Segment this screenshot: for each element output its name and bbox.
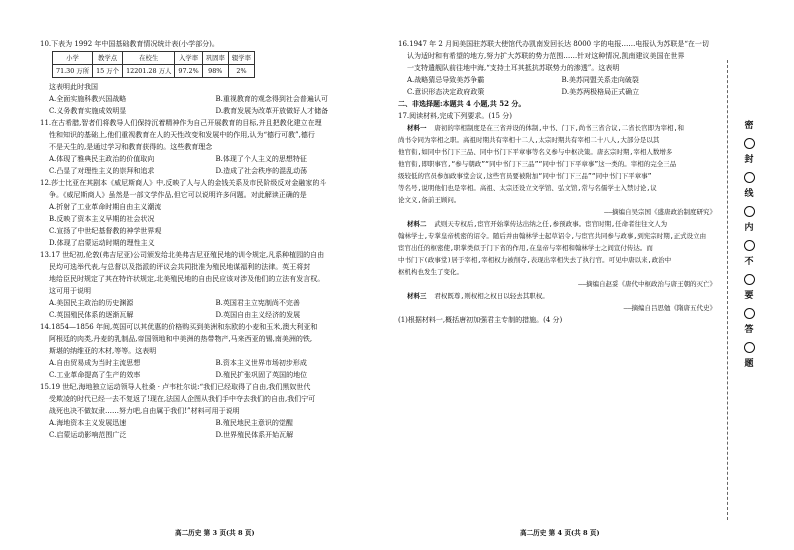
material-label: 材料一 <box>407 124 427 132</box>
binding-dashed-line <box>727 60 728 520</box>
option-a[interactable]: A.体现了雅典民主政治的价值取向 <box>49 155 155 163</box>
material-text: 级较低的官员参加政事堂会议,这些官员要被附加“同中书门下三品”“同中书门下平章事” <box>398 172 652 180</box>
material-text: 他官衔,即职事官,“参与朝政”“同中书门下三品”“同中书门下平章事”这一类的。宰相的完全三品 <box>398 160 677 168</box>
table-cell: 97.2% <box>175 65 202 78</box>
seal-char: 要 <box>744 291 754 301</box>
question-16-options-row <box>398 74 716 86</box>
question-13-line: 13.17 世纪初,伦敦(弗吉尼亚)公司颁发给北美弗吉尼亚殖民地的训令规定,凡系种植园的自由 <box>40 251 325 259</box>
question-16-line: 一支特遣舰队前往地中海,“支持土耳其抵抗苏联势力的渗透”。这表明 <box>407 64 620 72</box>
seal-circle-icon <box>744 206 755 217</box>
seal-line-strip <box>738 120 760 420</box>
option-d[interactable]: D.殖民扩张巩固了英国的地位 <box>215 371 308 379</box>
material-text: 论文义,备前王顾问。 <box>398 196 461 204</box>
question-16-line: 认为适时和有希望的地方,努力扩大苏联的势力范围……针对这种情况,凯南建议美国在世界 <box>407 52 685 60</box>
question-15-line: 受欺凌的时代已经一去不复返了!现在,法国人企图从我们手中夺去我们的自由,我们宁可 <box>49 395 316 403</box>
question-13-line: 民均可选举代表,与总督以及指派的评议会共同批准为殖民地谋福利的法律。英王将封 <box>49 263 311 271</box>
option-b[interactable]: B.英国君主立宪制尚不完善 <box>215 299 300 307</box>
table-cell: 15 万个 <box>93 65 123 78</box>
question-12-line: 12.莎士比亚在其剧本《威尼斯商人》中,反映了人与人的金钱关系及市民阶级反对金融家的斗 <box>40 179 327 187</box>
table-header-cell: 巩固率 <box>202 52 228 65</box>
material-text: 武则天专权后,宦官开始掌传达出纳之任,参预政事。宦官时期,任命者往往文人为 <box>434 220 668 228</box>
option-d[interactable]: D.体现了启蒙运动时期的理性主义 <box>49 239 155 247</box>
table-header-row <box>53 52 255 65</box>
option-a[interactable]: A.战略猜忌导致美苏争霸 <box>407 76 485 84</box>
question-13-line: 这可用于说明 <box>49 287 91 295</box>
option-c[interactable]: C.意识形态决定政府政策 <box>407 88 485 96</box>
question-16-line: 16.1947 年 2 月间美国驻苏联大使馆代办凯南发回长达 8000 字的电报……电报认为苏联是“在一切 <box>398 40 709 48</box>
option-c[interactable]: C.凸显了对理性主义的崇拜和追求 <box>49 167 155 175</box>
question-16-options-row <box>398 86 716 98</box>
question-17-part-1: (1)根据材料一,概括唐初加强君主专制的措施。(4 分) <box>398 316 563 324</box>
question-13-line: 地给臣民时规定了其在特许状规定,北美殖民地的自由民应该对涉及他们的立法有发言权。 <box>49 275 325 283</box>
section-heading: 二、非选择题:本题共 4 小题,共 52 分。 <box>398 99 526 108</box>
question-10-options-row <box>40 93 382 105</box>
material-source: ——摘编自赵妥《唐代中枢政治与唐王朝的灭亡》 <box>578 280 716 288</box>
option-d[interactable]: D.造成了社会秩序的混乱动荡 <box>215 167 308 175</box>
question-13-options-row <box>40 309 382 321</box>
seal-char: 答 <box>744 325 754 335</box>
seal-char: 题 <box>744 359 754 369</box>
seal-circle-icon <box>744 138 755 149</box>
seal-char: 线 <box>744 189 754 199</box>
option-b[interactable]: B.殖民地民主意识的觉醒 <box>215 419 293 427</box>
material-label: 材料三 <box>407 292 427 300</box>
material-label: 材料二 <box>407 220 427 228</box>
option-a[interactable]: A.全面实施科教兴国战略 <box>49 95 127 103</box>
seal-char: 内 <box>744 223 754 233</box>
left-page-column <box>40 38 382 441</box>
question-13-options-row <box>40 297 382 309</box>
question-10-conclusion: 这表明此时我国 <box>49 83 98 91</box>
option-a[interactable]: A.折射了工业革命时期自由主义潮流 <box>49 203 162 211</box>
material-one <box>398 122 716 218</box>
table-header-cell: 辍学率 <box>228 52 254 65</box>
question-14-line: 14.1854—1856 年间,英国可以其优惠的价格购买到美洲和东欧的小麦和玉米,澳大利亚和 <box>40 323 318 331</box>
question-15-line: 战死也决不做奴隶……努力吧,自由属于我们!”材料可用于说明 <box>49 407 240 415</box>
option-d[interactable]: D.美苏两极格局正式确立 <box>561 88 640 96</box>
material-three <box>398 290 716 314</box>
question-10-stem: 10.下表为 1992 年中国基础教育情况统计表(小学部分)。 <box>40 40 219 48</box>
question-11-line: 性和知识的基础上,他们重视教育在人的天性改变和发展中的作用,认为“德行可教”,德行 <box>49 131 315 139</box>
material-text: 他官衔,如同中书门下三品、同中书门下平章事等名义参与中枢决策。唐玄宗时期,宰相人数增多 <box>398 148 673 156</box>
question-14-line: 斯堪的纳维亚的木材,等等。这表明 <box>49 347 157 355</box>
material-text: 尚书令同为宰相之职。高祖时期共有宰相十二人,太宗时期共有宰相二十八人,大部分是以其 <box>398 136 660 144</box>
left-page-footer: 高二历史 第 3 页(共 8 页) <box>175 529 255 537</box>
material-two <box>398 218 716 290</box>
seal-circle-icon <box>744 274 755 285</box>
seal-char: 封 <box>744 155 754 165</box>
table-cell: 98% <box>202 65 228 78</box>
table-header-cell: 入学率 <box>175 52 202 65</box>
question-14-options-row <box>40 357 382 369</box>
option-c[interactable]: C.启蒙运动影响范围广泛 <box>49 431 127 439</box>
table-cell: 12201.28 万人 <box>123 65 175 78</box>
material-text: 等名号,说明他们也是宰相。高祖、太宗还设立文学馆、弘文馆,常与名儒学士入禁讨论,议 <box>398 184 657 192</box>
question-11-line: 不是天生的,是通过学习和教育获得的。这些教育理念 <box>49 143 213 151</box>
question-11-options-row <box>40 153 382 165</box>
table-cell: 71.30 万所 <box>53 65 93 78</box>
material-text: 唐初的宰相制度是在三省并设的体制,中书、门下,尚书三省合议,二省长官即为宰相,和 <box>434 124 684 132</box>
material-text: 宦官出任的枢密使,职掌类似于门下省的作用,在皇帝与宰相和翰林学士之间宣付传达。而 <box>398 244 653 252</box>
question-11-line: 11.在古希腊,智者们将教导人们保持沉着精神作为自己开展教育的目标,并且把教化建立在理 <box>40 119 322 127</box>
table-header-cell: 教学点 <box>93 52 123 65</box>
option-a[interactable]: A.海地资本主义发展迅速 <box>49 419 127 427</box>
question-12-line: 争。《威尼斯商人》虽然是一部文学作品,但它可以说明许多问题。对此解读正确的是 <box>49 191 307 199</box>
material-text: 中书门下(政事堂)居于宰相,宰相权力被削夺,表现出宰相失去了执行官。可见中唐以来,政治中 <box>398 256 672 264</box>
seal-char: 密 <box>744 121 754 131</box>
seal-char: 不 <box>744 257 754 267</box>
option-d[interactable]: D.世界殖民体系开始瓦解 <box>215 431 294 439</box>
seal-circle-icon <box>744 240 755 251</box>
seal-circle-icon <box>744 342 755 353</box>
material-source: ——摘编自吕思勉《隋唐五代史》 <box>623 304 716 312</box>
option-b[interactable]: B.美苏同盟关系走向破裂 <box>561 76 639 84</box>
question-14-line: 阿根廷的肉类,丹麦的乳制品,帝国领地和中美洲的热带物产,马来西亚的锡,南美洲的铁, <box>49 335 313 343</box>
option-a[interactable]: A.美国民主政治的历史渊源 <box>49 299 134 307</box>
question-17-stem: 17.阅读材料,完成下列要求。(15 分) <box>398 112 512 120</box>
right-page-column <box>398 38 716 326</box>
table-header-cell: 在校生 <box>123 52 175 65</box>
option-b[interactable]: B.反映了资本主义早期的社会状况 <box>49 215 155 223</box>
question-10-options-row <box>40 105 382 117</box>
table-header-cell: 小学 <box>53 52 93 65</box>
option-c[interactable]: C.义务教育实施成效明显 <box>49 107 127 115</box>
question-15-options-row <box>40 417 382 429</box>
material-text: 翰林学士,专掌皇帝机密的诏令。随后并由翰林学士起草诏令,与宦官共同参与政事,到宪宗时期,正式设立由 <box>398 232 707 240</box>
option-d[interactable]: D.英国自由主义经济的发展 <box>215 311 301 319</box>
question-15-line: 15.19 世纪,海地独立运动领导人杜桑 · 卢韦杜尔说:“我们已经取得了自由,我们黑奴世代 <box>40 383 311 391</box>
question-15-options-row <box>40 429 382 441</box>
table-row <box>53 65 255 78</box>
option-b[interactable]: B.体现了个人主义的思想特征 <box>215 155 307 163</box>
option-d[interactable]: D.教育发展为改革开放做好人才储备 <box>215 107 329 115</box>
seal-circle-icon <box>744 308 755 319</box>
right-page-footer: 高二历史 第 4 页(共 8 页) <box>520 529 600 537</box>
option-b[interactable]: B.资本主义世界市场初步形成 <box>215 359 307 367</box>
option-b[interactable]: B.重视教育的观念得到社会普遍认可 <box>215 95 328 103</box>
material-source: ——摘编自吴宗国《盛唐政治制度研究》 <box>604 208 716 216</box>
material-text: 枢机构也发生了变化。 <box>398 268 463 276</box>
material-text: 君权既尊,则权相之权日以轻去其职权。 <box>434 292 549 300</box>
question-11-options-row <box>40 165 382 177</box>
option-c[interactable]: C.宣扬了中世纪基督教的神学世界观 <box>49 227 162 235</box>
question-14-options-row <box>40 369 382 381</box>
option-c[interactable]: C.工业革命提高了生产的效率 <box>49 371 141 379</box>
option-c[interactable]: C.英国殖民体系的逐渐瓦解 <box>49 311 134 319</box>
table-cell: 2% <box>228 65 254 78</box>
seal-circle-icon <box>744 172 755 183</box>
education-stats-table <box>52 51 255 78</box>
option-a[interactable]: A.自由贸易成为当时主流思想 <box>49 359 141 367</box>
